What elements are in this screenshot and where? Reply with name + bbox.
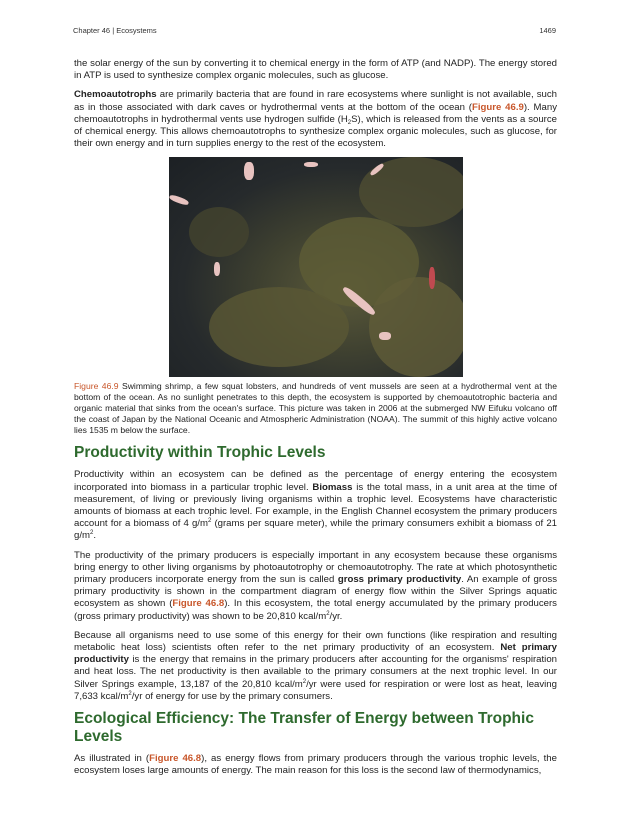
text: Productivity within an ecosystem can be defined as the percentage of energy entering the ecosystem incorporated into biomass in a particular trophic level. <box>74 469 557 493</box>
page-number: 1469 <box>539 26 556 35</box>
superscript: 2 <box>326 610 330 617</box>
term-biomass: Biomass <box>312 481 353 493</box>
figure-46-8-link[interactable]: Figure 46.8 <box>149 753 202 765</box>
caption-text: Swimming shrimp, a few squat lobsters, and hundreds of vent mussels are seen at a hydrothermal vent at the bottom of the ocean. As no sunlight penetrates to this depth, the ecosystem is supported by chemoautotrophic bacteria and organic material that sinks from the ocean's surface. This picture was taken in 2006 at the submerged NW Eifuku volcano off the coast of Japan by the National Oceanic and Atmospheric Administration (NOAA). The summit of this highly active volcano lies 1535 m below the surface. <box>74 381 557 436</box>
paragraph-net-productivity <box>74 630 557 703</box>
paragraph-biomass <box>74 469 557 542</box>
text: /yr. <box>329 610 343 622</box>
text: Because all organisms need to use some of this energy for their own functions (like respiration and resulting metabolic heat loss) scientists often refer to the net primary productivity of an ecosystem. <box>74 629 557 654</box>
figure-46-8-link[interactable]: Figure 46.8 <box>172 598 225 610</box>
section-heading-productivity: Productivity within Trophic Levels <box>74 444 326 462</box>
page-content <box>74 58 557 784</box>
superscript: 2 <box>128 690 132 697</box>
paragraph-chemoautotrophs <box>74 89 557 150</box>
page-header <box>73 26 556 35</box>
term-net-primary-productivity: Net primary productivity <box>74 642 557 666</box>
section-heading-ecological-efficiency: Ecological Efficiency: The Transfer of Energy between Trophic Levels <box>74 710 534 746</box>
text: is the total mass, in a unit area at the time of measurement, of living or previously living organisms within a trophic level. Ecosystems have characteristic amounts of biomass at each trophic level. For example, in the English Channel ecosystem the primary producers account for a biomass of 4 g/m <box>74 481 557 530</box>
text: S), which is released from the vents as a source of chemical energy. This allows chemoautotrophs to synthesize complex organic molecules, such as glucose, for their own energy and in turn supplies energy to the rest of the ecosystem. <box>74 113 557 150</box>
text: are primarily bacteria that are found in rare ecosystems where sunlight is not available, such as in those associated with dark caves or hydrothermal vents at the bottom of the ocean ( <box>74 89 557 113</box>
text: /yr of energy for use by the primary consumers. <box>131 690 333 702</box>
text: ), as energy flows from primary producers through the various trophic levels, the ecosystem loses large amounts of energy. The main reason for this loss is the second law of thermodynamics, <box>74 753 557 777</box>
figure-label: Figure 46.9 <box>74 381 119 392</box>
superscript: 2 <box>207 518 212 525</box>
chapter-title: Chapter 46 | Ecosystems <box>73 26 157 35</box>
text: (grams per square meter), while the primary consumers exhibit a biomass of 21 g/m <box>74 518 557 542</box>
figure-caption <box>74 381 557 436</box>
text: . An example of gross primary productivity is shown in the compartment diagram of energy flow within the Silver Springs aquatic ecosystem as shown ( <box>74 574 557 610</box>
term-gross-primary-productivity: gross primary productivity <box>337 574 462 586</box>
term-chemoautotrophs: Chemoautotrophs <box>74 89 157 101</box>
superscript: 2 <box>302 678 307 685</box>
text: /yr were used for respiration or were lost as heat, leaving 7,633 kcal/m <box>74 678 557 702</box>
text: . <box>93 530 97 542</box>
text: ). In this ecosystem, the total energy accumulated by the primary producers (gross primary productivity) was shown to be 20,810 kcal/m <box>74 598 557 622</box>
hydrothermal-vent-photo <box>169 157 463 377</box>
subscript: 2 <box>347 119 352 126</box>
figure-46-9-link[interactable]: Figure 46.9 <box>472 101 524 113</box>
text: The productivity of the primary producers is especially important in any ecosystem because these organisms bring energy to other living organisms by photoautotrophy or chemoautotrophy. The rate at which photosynthetic primary producers incorporate energy from the sun is called <box>74 549 557 586</box>
superscript: 2 <box>90 530 94 537</box>
paragraph-intro: the solar energy of the sun by converting it to chemical energy in the form of ATP (and NADP). The energy stored in ATP is used to synthesize complex organic molecules, such as glucose. <box>74 58 557 82</box>
text: ). Many chemoautotrophs in hydrothermal vents use hydrogen sulfide (H <box>74 101 558 125</box>
paragraph-gross-productivity <box>74 550 557 623</box>
text: As illustrated in ( <box>74 753 150 765</box>
paragraph-energy-transfer <box>74 753 557 777</box>
text: is the energy that remains in the primary producers after accounting for the organisms' respiration and heat loss. The net productivity is then available to the primary consumers at the next trophic level. In our Silver Springs example, 13,187 of the 20,810 kcal/m <box>74 654 557 690</box>
